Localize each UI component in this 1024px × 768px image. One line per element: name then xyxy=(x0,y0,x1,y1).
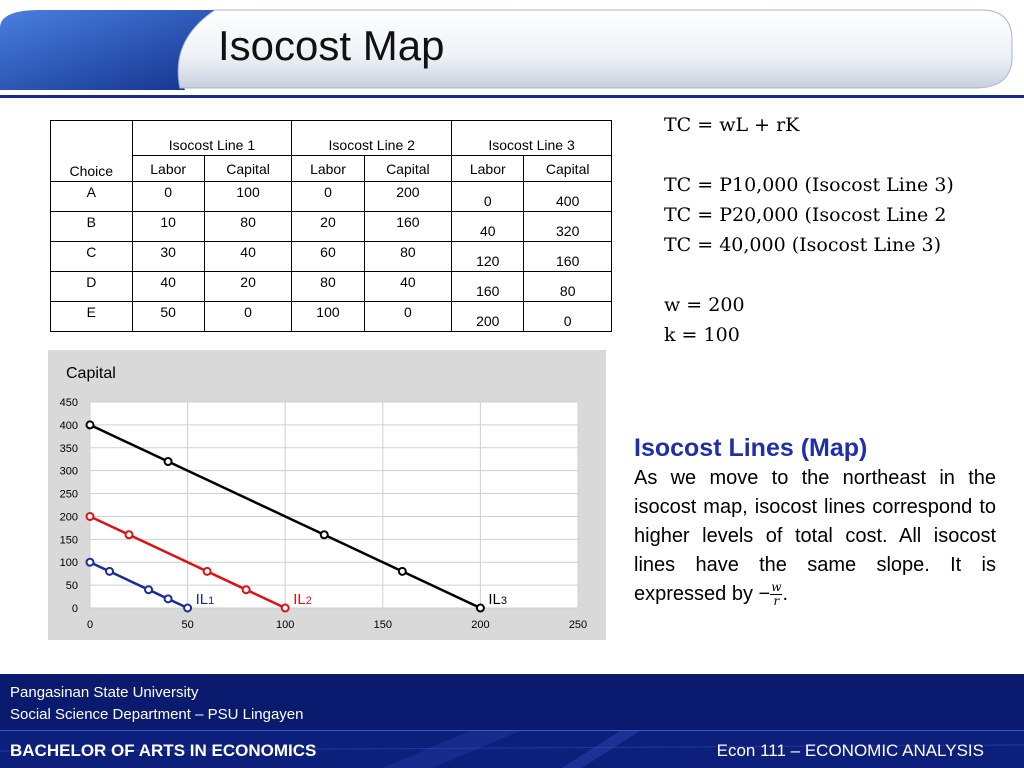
table-cell: 80 xyxy=(364,242,452,272)
isocost-chart xyxy=(48,350,606,640)
data-point xyxy=(165,595,172,602)
data-point xyxy=(204,568,211,575)
table-cell: 80 xyxy=(204,212,292,242)
x-tick-label: 0 xyxy=(86,619,94,631)
table-cell: 160 xyxy=(452,272,524,302)
table-cell: 100 xyxy=(292,302,364,332)
equations-block xyxy=(664,110,954,350)
data-point xyxy=(477,605,484,612)
data-point xyxy=(87,559,94,566)
table-cell: 80 xyxy=(292,272,364,302)
table-cell: 30 xyxy=(132,242,204,272)
equation-isocost-2: TC = P20,000 (Isocost Line 2 xyxy=(664,204,947,226)
section-heading: Isocost Lines (Map) xyxy=(634,434,868,462)
equation-total-cost: TC = wL + rK xyxy=(664,114,800,136)
isocost-line-3-header: Isocost Line 3 xyxy=(452,121,612,156)
footer-bar xyxy=(0,730,1024,768)
program-name: BACHELOR OF ARTS IN ECONOMICS xyxy=(10,741,317,760)
equation-isocost-1: TC = P10,000 (Isocost Line 3) xyxy=(664,174,954,196)
table-cell: 200 xyxy=(364,182,452,212)
y-tick-label: 100 xyxy=(59,557,78,570)
x-tick-label: 50 xyxy=(181,619,194,631)
capital-header: Capital xyxy=(524,156,612,182)
table-cell: 100 xyxy=(204,182,292,212)
table-row xyxy=(51,272,612,302)
table-cell: 20 xyxy=(292,212,364,242)
table-cell: 80 xyxy=(524,272,612,302)
table-cell: 40 xyxy=(204,242,292,272)
isocost-line-1-header: Isocost Line 1 xyxy=(132,121,292,156)
footer xyxy=(0,674,1024,768)
data-point xyxy=(145,586,152,593)
y-tick-label: 0 xyxy=(71,603,78,615)
y-tick-label: 300 xyxy=(59,465,78,478)
chart-canvas xyxy=(48,350,606,640)
table-cell: 160 xyxy=(524,242,612,272)
table-cell: E xyxy=(51,302,133,332)
equation-isocost-3: TC = 40,000 (Isocost Line 3) xyxy=(664,234,942,256)
table-cell: 20 xyxy=(204,272,292,302)
table-cell: 10 xyxy=(132,212,204,242)
table-cell: 40 xyxy=(132,272,204,302)
table-cell: 60 xyxy=(292,242,364,272)
capital-header: Capital xyxy=(364,156,452,182)
choice-header: Choice xyxy=(51,121,133,182)
table-cell: 0 xyxy=(292,182,364,212)
data-point xyxy=(87,421,94,428)
section-body xyxy=(634,464,996,609)
table-cell: 0 xyxy=(524,302,612,332)
equation-wage: w = 200 xyxy=(664,294,745,316)
table-cell: 0 xyxy=(364,302,452,332)
series-label-il1: IL1 xyxy=(195,591,215,608)
section-body-text: As we move to the northeast in the isocost map, isocost lines correspond to higher levels of total cost. All isocost lines have the same slope. It is expressed by − xyxy=(634,467,996,605)
x-tick-label: 100 xyxy=(276,619,295,631)
table-cell: 40 xyxy=(364,272,452,302)
data-point xyxy=(399,568,406,575)
y-tick-label: 450 xyxy=(59,397,78,409)
table-row xyxy=(51,182,612,212)
plot-area xyxy=(90,402,578,608)
table-cell: D xyxy=(51,272,133,302)
header-swoosh-graphic xyxy=(0,0,1024,100)
y-tick-label: 400 xyxy=(59,419,78,432)
page-title: Isocost Map xyxy=(218,22,445,69)
x-tick-label: 150 xyxy=(373,619,392,631)
course-name: Econ 111 – ECONOMIC ANALYSIS xyxy=(716,741,984,760)
table-cell: B xyxy=(51,212,133,242)
capital-header: Capital xyxy=(204,156,292,182)
table-cell: 160 xyxy=(364,212,452,242)
data-point xyxy=(165,458,172,465)
labor-header: Labor xyxy=(452,156,524,182)
university-name: Pangasinan State University xyxy=(10,684,199,701)
explanation-textbox xyxy=(634,432,996,609)
x-tick-label: 200 xyxy=(471,619,490,631)
table-cell: 0 xyxy=(132,182,204,212)
y-tick-label: 350 xyxy=(59,442,78,455)
table-subheader-row xyxy=(51,156,612,182)
department-name: Social Science Department – PSU Lingayen xyxy=(10,706,304,723)
isocost-line-2-header: Isocost Line 2 xyxy=(292,121,452,156)
fraction-numerator: w xyxy=(771,580,782,595)
data-point xyxy=(106,568,113,575)
y-tick-label: 50 xyxy=(65,580,78,593)
fraction-denominator: r xyxy=(773,594,780,609)
table-cell: A xyxy=(51,182,133,212)
data-point xyxy=(184,605,191,612)
table-header-row xyxy=(51,121,612,156)
table-row xyxy=(51,212,612,242)
table-row xyxy=(51,242,612,272)
data-point xyxy=(282,605,289,612)
x-tick-label: 250 xyxy=(568,619,588,631)
slope-fraction xyxy=(770,581,782,608)
y-axis-label: Capital xyxy=(66,365,116,382)
y-tick-label: 200 xyxy=(59,511,78,524)
data-point xyxy=(321,531,328,538)
data-point xyxy=(126,531,133,538)
table-cell: 0 xyxy=(452,182,524,212)
header-banner xyxy=(0,0,1024,100)
table-cell: 200 xyxy=(452,302,524,332)
data-point xyxy=(87,513,94,520)
isocost-table xyxy=(50,120,612,332)
section-body-end: . xyxy=(782,583,789,605)
y-tick-label: 150 xyxy=(59,534,78,547)
table-cell: 320 xyxy=(524,212,612,242)
table-cell: 50 xyxy=(132,302,204,332)
series-label-il2: IL2 xyxy=(293,591,312,608)
table-cell: 40 xyxy=(452,212,524,242)
table-cell: 0 xyxy=(204,302,292,332)
y-tick-label: 250 xyxy=(59,488,78,501)
table-cell: C xyxy=(51,242,133,272)
labor-header: Labor xyxy=(132,156,204,182)
table-row xyxy=(51,302,612,332)
series-label-il3: IL3 xyxy=(488,591,508,608)
table-cell: 400 xyxy=(524,182,612,212)
data-point xyxy=(243,586,250,593)
equation-rent: k = 100 xyxy=(664,324,740,346)
table-cell: 120 xyxy=(452,242,524,272)
labor-header: Labor xyxy=(292,156,364,182)
